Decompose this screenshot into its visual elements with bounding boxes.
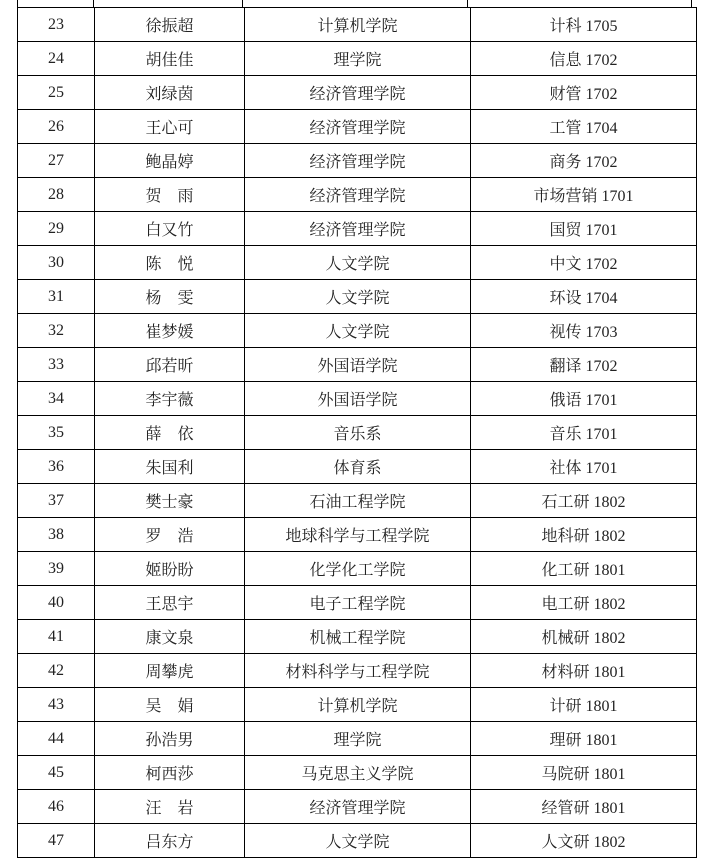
college-cell: 经济管理学院: [245, 76, 471, 110]
college-cell: 外国语学院: [245, 382, 471, 416]
table-row: [18, 518, 697, 552]
table-row: [18, 314, 697, 348]
row-number-cell: 45: [18, 756, 95, 790]
college-cell: 经济管理学院: [245, 144, 471, 178]
table-row: [18, 246, 697, 280]
class-cell: 电工研 1802: [471, 586, 697, 620]
class-cell: 信息 1702: [471, 42, 697, 76]
name-cell: 周攀虎: [95, 654, 245, 688]
row-number-cell: 47: [18, 824, 95, 858]
name-cell: 汪 岩: [95, 790, 245, 824]
class-cell: 音乐 1701: [471, 416, 697, 450]
name-cell: 徐振超: [95, 8, 245, 42]
college-cell: 人文学院: [245, 314, 471, 348]
class-cell: 理研 1801: [471, 722, 697, 756]
college-cell: 计算机学院: [245, 8, 471, 42]
table-row: [18, 144, 697, 178]
column-divider-stub: [93, 0, 94, 7]
college-cell: 体育系: [245, 450, 471, 484]
name-cell: 朱国利: [95, 450, 245, 484]
table-row: [18, 212, 697, 246]
row-number-cell: 25: [18, 76, 95, 110]
college-cell: 材料科学与工程学院: [245, 654, 471, 688]
name-cell: 邱若昕: [95, 348, 245, 382]
table-row: [18, 76, 697, 110]
row-number-cell: 29: [18, 212, 95, 246]
class-cell: 市场营销 1701: [471, 178, 697, 212]
table-row: [18, 348, 697, 382]
class-cell: 计研 1801: [471, 688, 697, 722]
class-cell: 石工研 1802: [471, 484, 697, 518]
name-cell: 鲍晶婷: [95, 144, 245, 178]
row-number-cell: 42: [18, 654, 95, 688]
table-row: [18, 790, 697, 824]
row-number-cell: 41: [18, 620, 95, 654]
row-number-cell: 26: [18, 110, 95, 144]
row-number-cell: 32: [18, 314, 95, 348]
class-cell: 财管 1702: [471, 76, 697, 110]
table-row: [18, 722, 697, 756]
row-number-cell: 40: [18, 586, 95, 620]
column-divider-stub: [467, 0, 468, 7]
row-number-cell: 28: [18, 178, 95, 212]
college-cell: 地球科学与工程学院: [245, 518, 471, 552]
class-cell: 计科 1705: [471, 8, 697, 42]
name-cell: 崔梦媛: [95, 314, 245, 348]
table-row: [18, 110, 697, 144]
college-cell: 电子工程学院: [245, 586, 471, 620]
class-cell: 材料研 1801: [471, 654, 697, 688]
row-number-cell: 39: [18, 552, 95, 586]
class-cell: 国贸 1701: [471, 212, 697, 246]
name-cell: 柯西莎: [95, 756, 245, 790]
college-cell: 外国语学院: [245, 348, 471, 382]
class-cell: 马院研 1801: [471, 756, 697, 790]
table-row: [18, 484, 697, 518]
college-cell: 经济管理学院: [245, 178, 471, 212]
class-cell: 工管 1704: [471, 110, 697, 144]
row-number-cell: 44: [18, 722, 95, 756]
table-row: [18, 654, 697, 688]
class-cell: 社体 1701: [471, 450, 697, 484]
table-row: [18, 382, 697, 416]
name-cell: 李宇薇: [95, 382, 245, 416]
name-cell: 王思宇: [95, 586, 245, 620]
college-cell: 经济管理学院: [245, 212, 471, 246]
table-row: [18, 42, 697, 76]
column-divider-stub: [17, 0, 18, 7]
college-cell: 马克思主义学院: [245, 756, 471, 790]
row-number-cell: 27: [18, 144, 95, 178]
college-cell: 计算机学院: [245, 688, 471, 722]
college-cell: 经济管理学院: [245, 790, 471, 824]
name-cell: 康文泉: [95, 620, 245, 654]
table-row: [18, 280, 697, 314]
class-cell: 化工研 1801: [471, 552, 697, 586]
table-row: [18, 824, 697, 858]
row-number-cell: 35: [18, 416, 95, 450]
college-cell: 理学院: [245, 42, 471, 76]
row-number-cell: 37: [18, 484, 95, 518]
table-row: [18, 450, 697, 484]
college-cell: 石油工程学院: [245, 484, 471, 518]
table-row: [18, 688, 697, 722]
table-row: [18, 756, 697, 790]
name-cell: 陈 悦: [95, 246, 245, 280]
row-number-cell: 23: [18, 8, 95, 42]
college-cell: 机械工程学院: [245, 620, 471, 654]
name-cell: 姬盼盼: [95, 552, 245, 586]
table-row: [18, 586, 697, 620]
name-cell: 孙浩男: [95, 722, 245, 756]
name-cell: 王心可: [95, 110, 245, 144]
row-number-cell: 36: [18, 450, 95, 484]
row-number-cell: 31: [18, 280, 95, 314]
college-cell: 理学院: [245, 722, 471, 756]
class-cell: 环设 1704: [471, 280, 697, 314]
table-row: [18, 178, 697, 212]
table-row: [18, 620, 697, 654]
name-cell: 白又竹: [95, 212, 245, 246]
college-cell: 经济管理学院: [245, 110, 471, 144]
row-number-cell: 46: [18, 790, 95, 824]
name-cell: 刘绿茵: [95, 76, 245, 110]
college-cell: 人文学院: [245, 246, 471, 280]
class-cell: 机械研 1802: [471, 620, 697, 654]
row-number-cell: 38: [18, 518, 95, 552]
column-divider-stub: [691, 0, 692, 7]
name-cell: 薛 依: [95, 416, 245, 450]
class-cell: 人文研 1802: [471, 824, 697, 858]
college-cell: 人文学院: [245, 280, 471, 314]
table-row: [18, 8, 697, 42]
class-cell: 经管研 1801: [471, 790, 697, 824]
name-cell: 罗 浩: [95, 518, 245, 552]
table-row: [18, 552, 697, 586]
column-divider-stub: [242, 0, 243, 7]
class-cell: 俄语 1701: [471, 382, 697, 416]
row-number-cell: 33: [18, 348, 95, 382]
row-number-cell: 30: [18, 246, 95, 280]
row-number-cell: 24: [18, 42, 95, 76]
row-number-cell: 34: [18, 382, 95, 416]
table-row: [18, 416, 697, 450]
college-cell: 音乐系: [245, 416, 471, 450]
student-roster-table: [17, 7, 697, 858]
class-cell: 翻译 1702: [471, 348, 697, 382]
name-cell: 杨 雯: [95, 280, 245, 314]
college-cell: 人文学院: [245, 824, 471, 858]
name-cell: 吕东方: [95, 824, 245, 858]
name-cell: 贺 雨: [95, 178, 245, 212]
name-cell: 樊士豪: [95, 484, 245, 518]
class-cell: 中文 1702: [471, 246, 697, 280]
name-cell: 吴 娟: [95, 688, 245, 722]
class-cell: 商务 1702: [471, 144, 697, 178]
name-cell: 胡佳佳: [95, 42, 245, 76]
class-cell: 地科研 1802: [471, 518, 697, 552]
college-cell: 化学化工学院: [245, 552, 471, 586]
row-number-cell: 43: [18, 688, 95, 722]
class-cell: 视传 1703: [471, 314, 697, 348]
